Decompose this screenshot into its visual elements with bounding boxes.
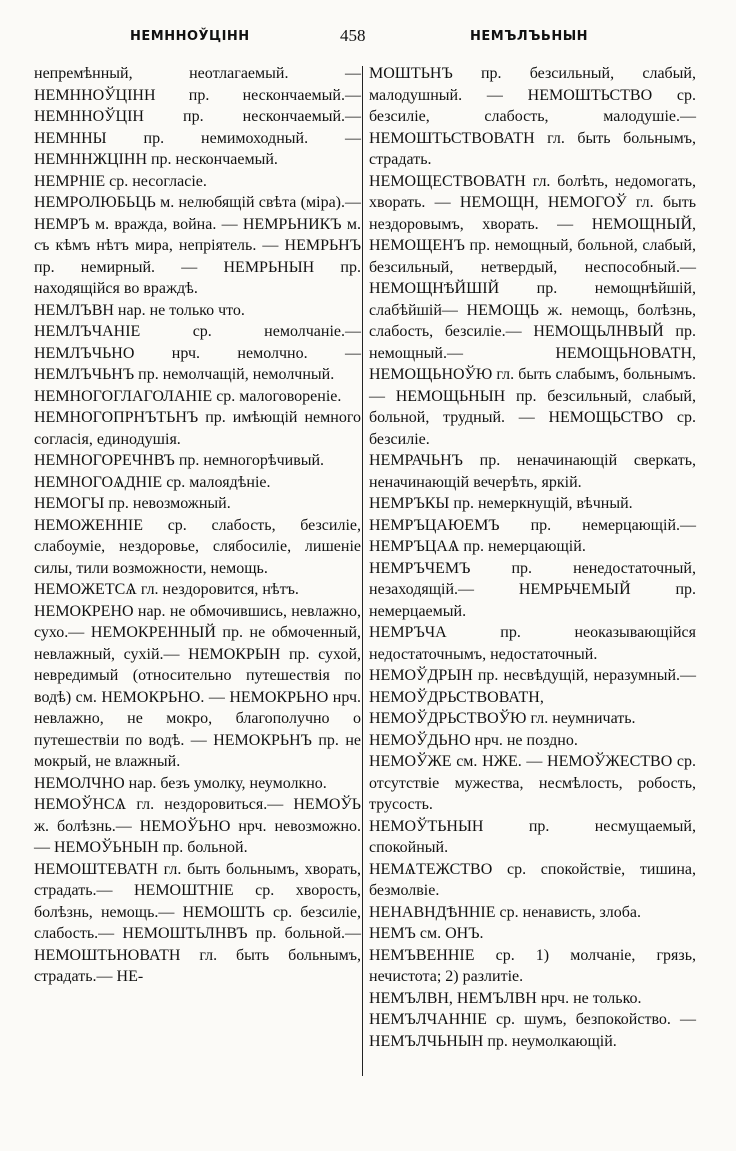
dictionary-entry: НЕМНОГОѦДНІЕ ср. малоядѣніе. [34, 473, 271, 491]
dictionary-entry: НЕМРЪЦАЮЕМЪ пр. немерцающій.— НЕМРЪЦАѦ пр. немерцающій. [369, 516, 696, 555]
dictionary-entry: МОШТЬНЪ пр. безсильный, слабый, малодушный. — НЕМОШТЬСТВО ср. безсиліе, слабость, малодушіе.— НЕМОШТЬСТВОВАТН гл. быть больнымъ, страдать. [369, 65, 696, 168]
right-column [369, 63, 696, 1052]
dictionary-entry: НЕМНОГОГЛАГОЛАНІЕ ср. малоговореніе. [34, 387, 342, 405]
dictionary-entry: НЕМРОЛЮБЬЦЬ м. нелюбящій свѣта (міра).— НЕМРЪ м. вражда, война. — НЕМРЬНИКЪ м. съ кѣмъ нѣтъ мира, непріятель. — НЕМРЬНЪ пр. немирный. — НЕМРЬНЫН пр. находящійся во враждѣ. [34, 194, 361, 297]
dictionary-entry: НЕМОЩЕСТВОВАТН гл. болѣть, недомогать, хворать. — НЕМОЩН, НЕМОГОЎ гл. быть нездоровымъ, хворать. — НЕМОЩНЫЙ, НЕМОЩЕНЪ пр. немощный, больной, слабый, безсильный, нетвердый, неспособный.— НЕМОЩНѢЙШІЙ пр. немощнѣйшій, слабѣйшій— НЕМОЩЬ ж. немощь, болѣзнь, слабость, безсиліе.— НЕМОЩЬЛНВЫЙ пр. немощный.— НЕМОЩЬНОВАТН, НЕМОЩЬНОЎЮ гл. быть слабымъ, больнымъ. — НЕМОЩЬНЫН пр. безсильный, слабый, больной, трудный. — НЕМОЩЬСТВО ср. безсиліе. [369, 172, 696, 448]
dictionary-entry: НЕМОКРЕНО нар. не обмочившись, невлажно, сухо.— НЕМОКРЕННЫЙ пр. не обмоченный, невлажный, сухій.— НЕМОКРЫН пр. сухой, невредимый (относительно путешествія по водѣ) см. НЕМОКРЬНО. — НЕМОКРЬНО нрч. невлажно, не мокро, благополучно о путешествіи по водѣ. — НЕМОКРЬНЪ пр. не мокрый, не влажный. [34, 602, 361, 770]
dictionary-entry: НЕМОШТЕВАТН гл. быть больнымъ, хворать, страдать.— НЕМОШТНІЕ ср. хворость, болѣзнь, немощь.— НЕМОШТЬ ср. безсиліе, слабость.— НЕМОШТЬЛНВЪ пр. больной.— НЕМОШТЬНОВАТН гл. быть больнымъ, страдать.— НЕ- [34, 860, 361, 985]
column-divider [362, 66, 363, 1076]
dictionary-entry: НЕМРАЧЬНЪ пр. неначинающій сверкать, неначинающій вечерѣть, яркій. [369, 452, 696, 491]
running-header [0, 26, 736, 56]
dictionary-entry: НЕМОЖЕТСѦ гл. нездоровится, нѣтъ. [34, 581, 299, 598]
running-head-left: НЕМННОЎЦІНН [130, 29, 250, 44]
dictionary-entry: НЕМОЎТЬНЫН пр. несмущаемый, спокойный. [369, 817, 696, 856]
dictionary-entry: НЕМНОГОРЕЧНВЪ пр. немногорѣчивый. [34, 452, 325, 469]
dictionary-entry: НЕНАВНДѢННІЕ ср. ненависть, злоба. [369, 903, 642, 921]
dictionary-entry: НЕМЛЪВН нар. не только что. [34, 301, 245, 319]
dictionary-entry: НЕМРЪКЫ пр. немеркнущій, вѣчный. [369, 495, 633, 512]
dictionary-entry: НЕМЪВЕННІЕ ср. 1) молчаніе, грязь, нечистота; 2) разлитіе. [369, 946, 696, 985]
dictionary-entry: НЕМОЎДРЫН пр. несвѣдущій, неразумный.— НЕМОЎДРЬСТВОВАТН, НЕМОЎДРЬСТВОЎЮ гл. неумничать. [369, 667, 696, 727]
left-column [34, 63, 361, 988]
page-number: 458 [340, 26, 366, 45]
dictionary-entry: НЕМЪЛЧАННІЕ ср. шумъ, безпокойство. —НЕМЪЛЧЬНЫН пр. неумолкающій. [369, 1011, 696, 1050]
dictionary-entry: НЕМРЪЧА пр. неоказывающійся недостаточнымъ, недостаточный. [369, 624, 696, 663]
dictionary-entry: непремѣнный, неотлагаемый. — НЕМННОЎЦІНН пр. нескончаемый.— НЕМННОЎЦІН пр. нескончаемый.— НЕМННЫ пр. немимоходный. — НЕМННЖЦІНН пр. нескончаемый. [34, 65, 361, 168]
dictionary-entry: НЕМРНІЕ ср. несогласіе. [34, 172, 207, 190]
dictionary-entry: НЕМЪЛВН, НЕМЪЛВН нрч. не только. [369, 989, 642, 1007]
dictionary-entry: НЕМѦТЕЖСТВО ср. спокойствіе, тишина, безмолвіе. [369, 860, 696, 899]
dictionary-entry: НЕМОЎНСѦ гл. нездоровиться.— НЕМОЎЬ ж. болѣзнь.— НЕМОЎЬНО нрч. невозможно.— НЕМОЎЬНЫН пр. больной. [34, 796, 361, 856]
dictionary-entry: НЕМЪ см. ОНЪ. [369, 925, 484, 942]
dictionary-entry: НЕМОЎЖЕ см. НЖЕ. — НЕМОЎЖЕСТВО ср. отсутствіе мужества, несмѣлость, робость, трусость. [369, 753, 696, 813]
dictionary-entry: НЕМОЖЕННІЕ ср. слабость, безсиліе, слабоуміе, нездоровье, слябосиліе, лишеніе силы, тили возможности, немощь. [34, 516, 361, 577]
dictionary-entry: НЕМОЎДЬНО нрч. не поздно. [369, 731, 578, 749]
running-head-right: НЕМЪЛЪЬНЫН [470, 29, 589, 44]
dictionary-entry: НЕМЛЪЧАНІЕ ср. немолчаніе.— НЕМЛЪЧЬНО нрч. немолчно. — НЕМЛЪЧЬНЪ пр. немолчащій, немолчный. [34, 323, 361, 383]
dictionary-entry: НЕМРЪЧЕМЪ пр. ненедостаточный, незаходящій.— НЕМРЬЧЕМЫЙ пр. немерцаемый. [369, 559, 696, 620]
dictionary-entry: НЕМНОГОПРНЪТЬНЪ пр. имѣющій немного согласія, единодушія. [34, 409, 361, 448]
dictionary-entry: НЕМОГЫ пр. невозможный. [34, 495, 231, 512]
dictionary-entry: НЕМОЛЧНО нар. безъ умолку, неумолкно. [34, 774, 327, 792]
